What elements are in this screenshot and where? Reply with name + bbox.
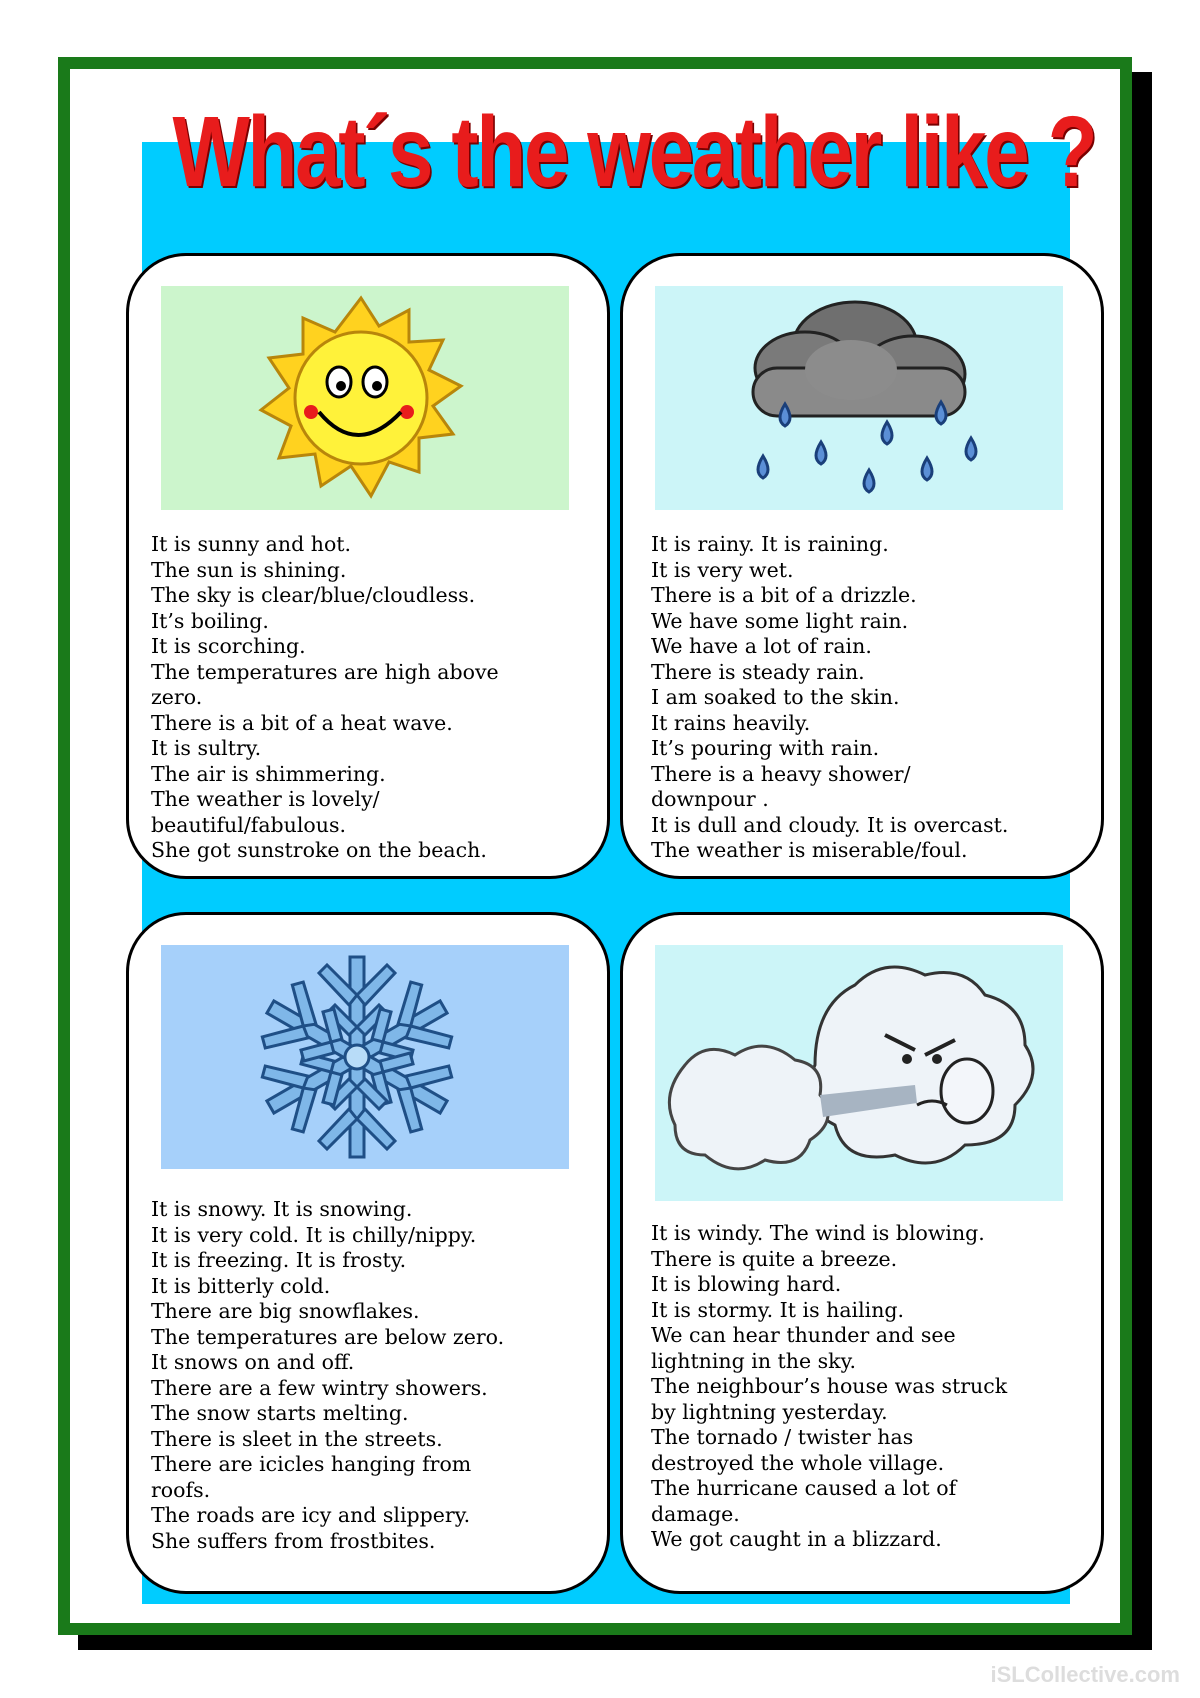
card-windy bbox=[620, 912, 1104, 1594]
list-item: It is freezing. It is frosty. bbox=[151, 1248, 407, 1272]
list-item: The tornado / twister has bbox=[651, 1425, 914, 1449]
list-item: It is bitterly cold. bbox=[151, 1273, 331, 1298]
windy-phrases bbox=[651, 1221, 1007, 1553]
list-item: The roads are icy and slippery. bbox=[151, 1503, 471, 1527]
list-item: The sun is shining. bbox=[151, 557, 347, 582]
sun-illustration bbox=[161, 286, 569, 510]
list-item: There are icicles hanging from bbox=[151, 1452, 472, 1476]
list-item: The weather is miserable/foul. bbox=[651, 838, 968, 862]
list-item: There are big snowflakes. bbox=[151, 1299, 420, 1323]
card-sunny bbox=[126, 253, 610, 879]
list-item: It is rainy. It is raining. bbox=[651, 532, 889, 556]
list-item: We have some light rain. bbox=[651, 608, 909, 633]
card-rainy bbox=[620, 253, 1104, 879]
list-item: The snow starts melting. bbox=[151, 1401, 409, 1425]
list-item: It is blowing hard. bbox=[651, 1272, 842, 1296]
list-item: It is stormy. It is hailing. bbox=[651, 1297, 905, 1322]
list-item: It is very cold. It is chilly/nippy. bbox=[151, 1222, 477, 1247]
wind-cloud-illustration bbox=[655, 945, 1063, 1201]
list-item: roofs. bbox=[151, 1477, 211, 1502]
list-item: It snows on and off. bbox=[151, 1350, 355, 1374]
list-item: It’s pouring with rain. bbox=[651, 736, 880, 760]
list-item: The weather is lovely/ bbox=[151, 787, 380, 811]
snowy-phrases bbox=[151, 1197, 504, 1554]
list-item: It is windy. The wind is blowing. bbox=[651, 1221, 985, 1245]
list-item: She suffers from frostbites. bbox=[151, 1528, 436, 1553]
list-item: destroyed the whole village. bbox=[651, 1450, 945, 1475]
list-item: We got caught in a blizzard. bbox=[651, 1527, 942, 1551]
list-item: I am soaked to the skin. bbox=[651, 685, 900, 709]
list-item: We can hear thunder and see bbox=[651, 1323, 956, 1347]
list-item: The temperatures are high above bbox=[151, 659, 499, 684]
list-item: We have a lot of rain. bbox=[651, 634, 872, 658]
list-item: damage. bbox=[651, 1501, 740, 1526]
watermark: iSLCollective.com bbox=[990, 1662, 1180, 1687]
list-item: downpour . bbox=[651, 787, 769, 811]
list-item: It is snowy. It is snowing. bbox=[151, 1197, 413, 1221]
list-item: There is quite a breeze. bbox=[651, 1246, 898, 1271]
list-item: It is sunny and hot. bbox=[151, 532, 352, 556]
list-item: It rains heavily. bbox=[651, 710, 811, 735]
list-item: The hurricane caused a lot of bbox=[651, 1476, 957, 1500]
page-title: What´s the weather like ? bbox=[172, 96, 1096, 208]
snowflake-illustration bbox=[161, 945, 569, 1169]
list-item: There is a bit of a drizzle. bbox=[651, 583, 917, 607]
rain-cloud-illustration bbox=[655, 286, 1063, 510]
list-item: It’s boiling. bbox=[151, 608, 269, 633]
list-item: It is scorching. bbox=[151, 634, 306, 658]
list-item: lightning in the sky. bbox=[651, 1348, 856, 1373]
list-item: There is a bit of a heat wave. bbox=[151, 710, 453, 735]
list-item: The neighbour’s house was struck bbox=[651, 1374, 1008, 1398]
list-item: The temperatures are below zero. bbox=[151, 1324, 505, 1349]
list-item: There is sleet in the streets. bbox=[151, 1426, 443, 1451]
list-item: She got sunstroke on the beach. bbox=[151, 838, 487, 862]
list-item: The air is shimmering. bbox=[151, 761, 386, 786]
list-item: It is sultry. bbox=[151, 736, 262, 760]
list-item: There is a heavy shower/ bbox=[651, 761, 911, 786]
list-item: zero. bbox=[151, 685, 203, 709]
list-item: There are a few wintry showers. bbox=[151, 1375, 488, 1400]
list-item: There is steady rain. bbox=[651, 659, 865, 684]
list-item: by lightning yesterday. bbox=[651, 1399, 888, 1424]
card-snowy bbox=[126, 912, 610, 1594]
sunny-phrases bbox=[151, 532, 499, 864]
list-item: It is very wet. bbox=[651, 557, 794, 582]
list-item: It is dull and cloudy. It is overcast. bbox=[651, 812, 1009, 837]
rainy-phrases bbox=[651, 532, 1008, 864]
list-item: The sky is clear/blue/cloudless. bbox=[151, 583, 476, 607]
list-item: beautiful/fabulous. bbox=[151, 812, 347, 837]
